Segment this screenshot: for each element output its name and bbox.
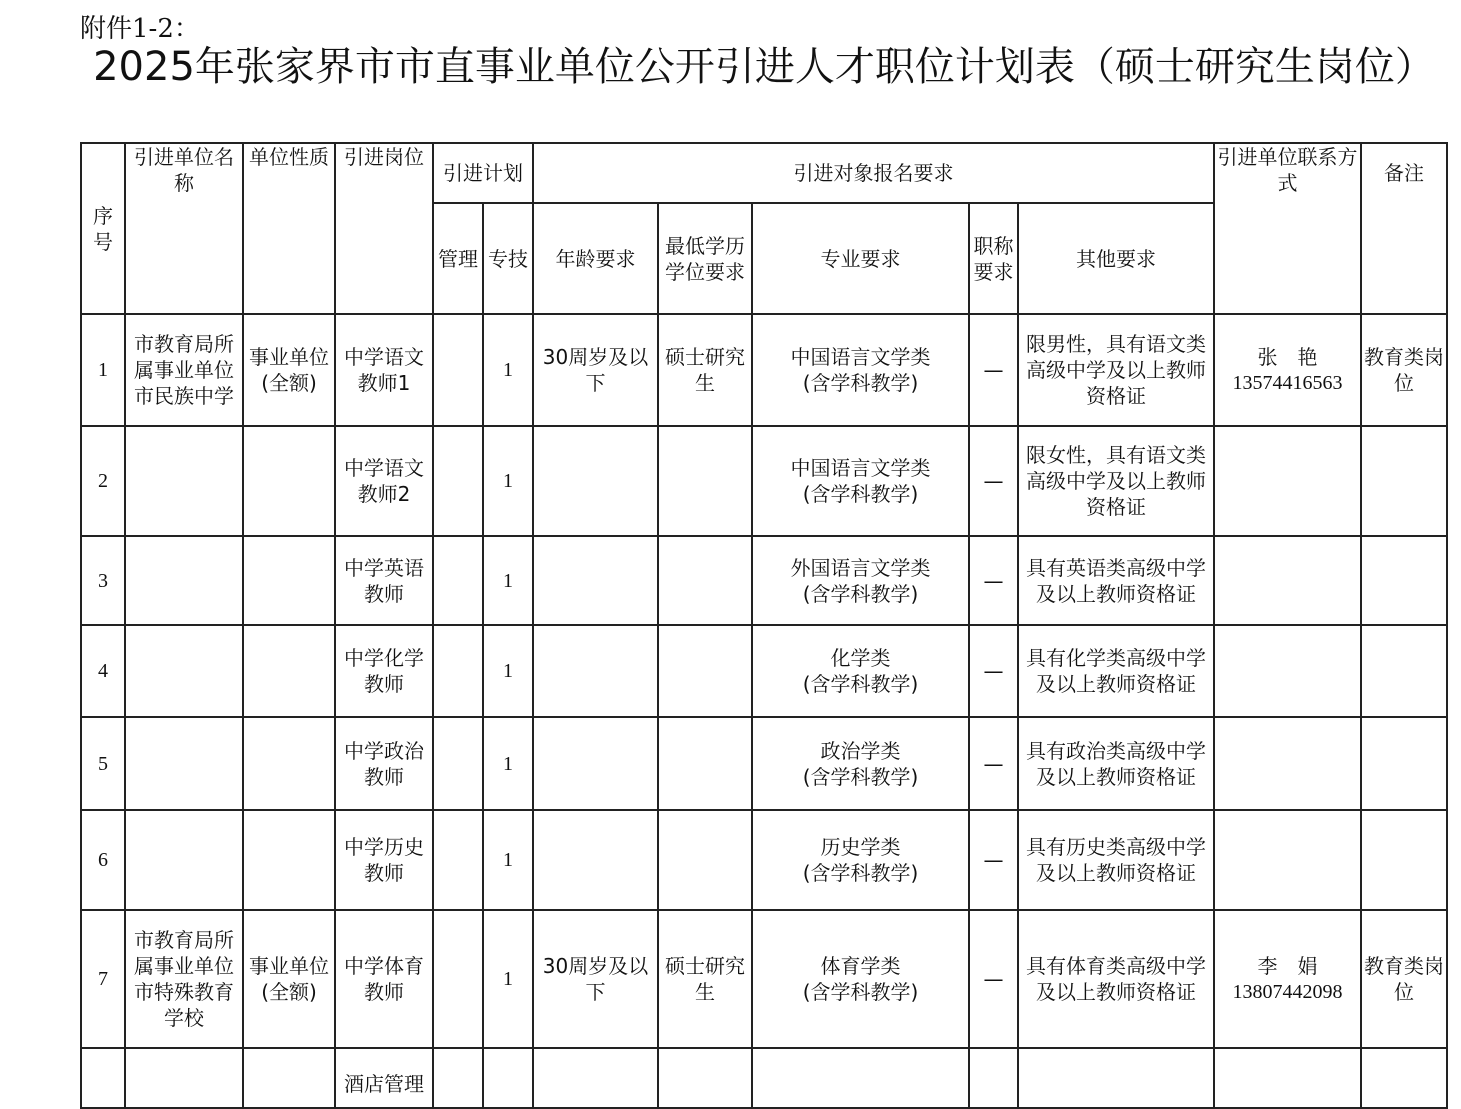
- row-post: 中学化学教师: [335, 625, 433, 717]
- row-seq: 7: [81, 910, 125, 1048]
- row-post: 中学英语教师: [335, 536, 433, 625]
- row-post: 中学政治教师: [335, 717, 433, 810]
- header-seq: 序号: [81, 143, 125, 314]
- header-plan: 引进计划: [433, 143, 533, 203]
- row-seq: 2: [81, 426, 125, 536]
- header-post: 引进岗位: [335, 143, 433, 314]
- row-remark: 教育类岗位: [1361, 314, 1447, 426]
- table-row: [81, 625, 1447, 717]
- row-unit: [125, 1048, 243, 1108]
- header-age: 年龄要求: [533, 203, 658, 314]
- row-degree: [658, 1048, 752, 1108]
- row-other: 限男性，具有语文类高级中学及以上教师资格证: [1018, 314, 1214, 426]
- row-mgmt: [433, 1048, 483, 1108]
- row-mgmt: [433, 625, 483, 717]
- page-title: 2025年张家界市市直事业单位公开引进人才职位计划表（硕士研究生岗位）: [93, 44, 1435, 90]
- row-remark: [1361, 1048, 1447, 1108]
- row-degree: [658, 717, 752, 810]
- header-contact: 引进单位联系方 式: [1214, 143, 1361, 314]
- header-major: 专业要求: [752, 203, 969, 314]
- row-age: [533, 536, 658, 625]
- row-other: 具有历史类高级中学及以上教师资格证: [1018, 810, 1214, 910]
- row-title-req: [969, 1048, 1018, 1108]
- row-other: 具有政治类高级中学及以上教师资格证: [1018, 717, 1214, 810]
- row-major-note: (含学科教学): [802, 861, 919, 885]
- table-row: [81, 910, 1447, 1048]
- row-tech: 1: [483, 810, 533, 910]
- row-other: 具有化学类高级中学及以上教师资格证: [1018, 625, 1214, 717]
- row-major: [752, 810, 969, 910]
- table-row: [81, 426, 1447, 536]
- row-major: [752, 314, 969, 426]
- row-major-note: (含学科教学): [802, 764, 919, 789]
- row-seq: 5: [81, 717, 125, 810]
- row-major-note: (含学科教学): [802, 980, 919, 1004]
- row-post: 中学历史教师: [335, 810, 433, 910]
- row-major-name: 政治学类: [820, 738, 901, 763]
- row-remark: [1361, 717, 1447, 810]
- row-major-name: 中国语言文学类: [790, 456, 931, 480]
- row-title-req: —: [969, 426, 1018, 536]
- row-tech: 1: [483, 536, 533, 625]
- row-post: 中学语文教师1: [335, 314, 433, 426]
- table-row: [81, 536, 1447, 625]
- row-major: [752, 426, 969, 536]
- row-other: 具有体育类高级中学及以上教师资格证: [1018, 910, 1214, 1048]
- row-major-note: (含学科教学): [802, 672, 919, 696]
- row-degree: 硕士研究生: [658, 314, 752, 426]
- row-major-note: (含学科教学): [802, 581, 919, 606]
- row-seq: 4: [81, 625, 125, 717]
- row-title-req: —: [969, 625, 1018, 717]
- row-degree: [658, 536, 752, 625]
- row-unit: [125, 810, 243, 910]
- row-nature: 事业单位(全额): [243, 314, 335, 426]
- row-nature: [243, 625, 335, 717]
- row-contact: [1214, 314, 1361, 426]
- row-degree: [658, 625, 752, 717]
- row-tech: 1: [483, 625, 533, 717]
- row-contact: [1214, 536, 1361, 625]
- header-title-req: 职称要求: [969, 203, 1018, 314]
- row-title-req: —: [969, 314, 1018, 426]
- row-nature: [243, 717, 335, 810]
- row-age: [533, 810, 658, 910]
- row-age: [533, 625, 658, 717]
- row-mgmt: [433, 810, 483, 910]
- row-post: 酒店管理: [335, 1048, 433, 1108]
- row-major-name: 中国语言文学类: [790, 345, 931, 369]
- header-tech: 专技: [483, 203, 533, 314]
- row-nature: 事业单位(全额): [243, 910, 335, 1048]
- row-unit: 市教育局所属事业单位市特殊教育学校: [125, 910, 243, 1048]
- row-degree: [658, 426, 752, 536]
- contact-name: 张 艳: [1257, 345, 1318, 369]
- header-degree: 最低学历学位要求: [658, 203, 752, 314]
- row-major-note: (含学科教学): [802, 482, 919, 506]
- row-other: 限女性，具有语文类高级中学及以上教师资格证: [1018, 426, 1214, 536]
- row-mgmt: [433, 717, 483, 810]
- table-row: [81, 314, 1447, 426]
- row-other: 具有英语类高级中学及以上教师资格证: [1018, 536, 1214, 625]
- row-major: [752, 910, 969, 1048]
- row-remark: [1361, 536, 1447, 625]
- row-post: 中学语文教师2: [335, 426, 433, 536]
- contact-phone: 13574416563: [1232, 372, 1343, 394]
- table-row: [81, 717, 1447, 810]
- row-major-name: 化学类: [830, 646, 891, 670]
- row-nature: [243, 426, 335, 536]
- recruitment-plan-table: [80, 142, 1448, 1109]
- row-contact: [1214, 1048, 1361, 1108]
- row-age: 30周岁及以下: [533, 314, 658, 426]
- header-nature: 单位性质: [243, 143, 335, 314]
- row-major: [752, 1048, 969, 1108]
- row-degree: [658, 810, 752, 910]
- row-unit: [125, 426, 243, 536]
- row-mgmt: [433, 910, 483, 1048]
- row-seq: [81, 1048, 125, 1108]
- row-contact: [1214, 717, 1361, 810]
- row-age: [533, 717, 658, 810]
- header-mgmt: 管理: [433, 203, 483, 314]
- header-remark: 备注: [1361, 143, 1447, 314]
- row-major-name: 外国语言文学类: [790, 555, 931, 580]
- row-unit: [125, 717, 243, 810]
- header-row-1: [81, 143, 1447, 203]
- row-major-name: 历史学类: [820, 835, 901, 859]
- row-seq: 1: [81, 314, 125, 426]
- row-contact: [1214, 910, 1361, 1048]
- row-remark: [1361, 625, 1447, 717]
- row-age: 30周岁及以下: [533, 910, 658, 1048]
- row-unit: 市教育局所属事业单位市民族中学: [125, 314, 243, 426]
- header-other: 其他要求: [1018, 203, 1214, 314]
- row-nature: [243, 810, 335, 910]
- attachment-label: 附件1-2：: [80, 14, 200, 44]
- row-mgmt: [433, 426, 483, 536]
- row-unit: [125, 536, 243, 625]
- contact-phone: 13807442098: [1232, 981, 1343, 1003]
- row-tech: 1: [483, 910, 533, 1048]
- contact-name: 李 娟: [1257, 954, 1318, 978]
- row-age: [533, 1048, 658, 1108]
- row-seq: 6: [81, 810, 125, 910]
- row-remark: [1361, 426, 1447, 536]
- row-remark: [1361, 810, 1447, 910]
- row-mgmt: [433, 536, 483, 625]
- row-other: [1018, 1048, 1214, 1108]
- row-nature: [243, 536, 335, 625]
- row-title-req: —: [969, 717, 1018, 810]
- row-post: 中学体育教师: [335, 910, 433, 1048]
- row-contact: [1214, 625, 1361, 717]
- row-major-name: 体育学类: [820, 954, 901, 978]
- row-title-req: —: [969, 536, 1018, 625]
- row-unit: [125, 625, 243, 717]
- row-major: [752, 625, 969, 717]
- row-contact: [1214, 426, 1361, 536]
- row-title-req: —: [969, 810, 1018, 910]
- row-seq: 3: [81, 536, 125, 625]
- row-tech: [483, 1048, 533, 1108]
- row-nature: [243, 1048, 335, 1108]
- row-age: [533, 426, 658, 536]
- row-contact: [1214, 810, 1361, 910]
- row-tech: 1: [483, 426, 533, 536]
- row-tech: 1: [483, 314, 533, 426]
- row-tech: 1: [483, 717, 533, 810]
- row-major: [752, 536, 969, 625]
- table-row: [81, 1048, 1447, 1108]
- row-title-req: —: [969, 910, 1018, 1048]
- row-mgmt: [433, 314, 483, 426]
- table-row: [81, 810, 1447, 910]
- row-remark: 教育类岗位: [1361, 910, 1447, 1048]
- row-major-note: (含学科教学): [802, 371, 919, 395]
- row-degree: 硕士研究生: [658, 910, 752, 1048]
- header-unit: 引进单位名 称: [125, 143, 243, 314]
- header-requirements: 引进对象报名要求: [533, 143, 1214, 203]
- row-major: [752, 717, 969, 810]
